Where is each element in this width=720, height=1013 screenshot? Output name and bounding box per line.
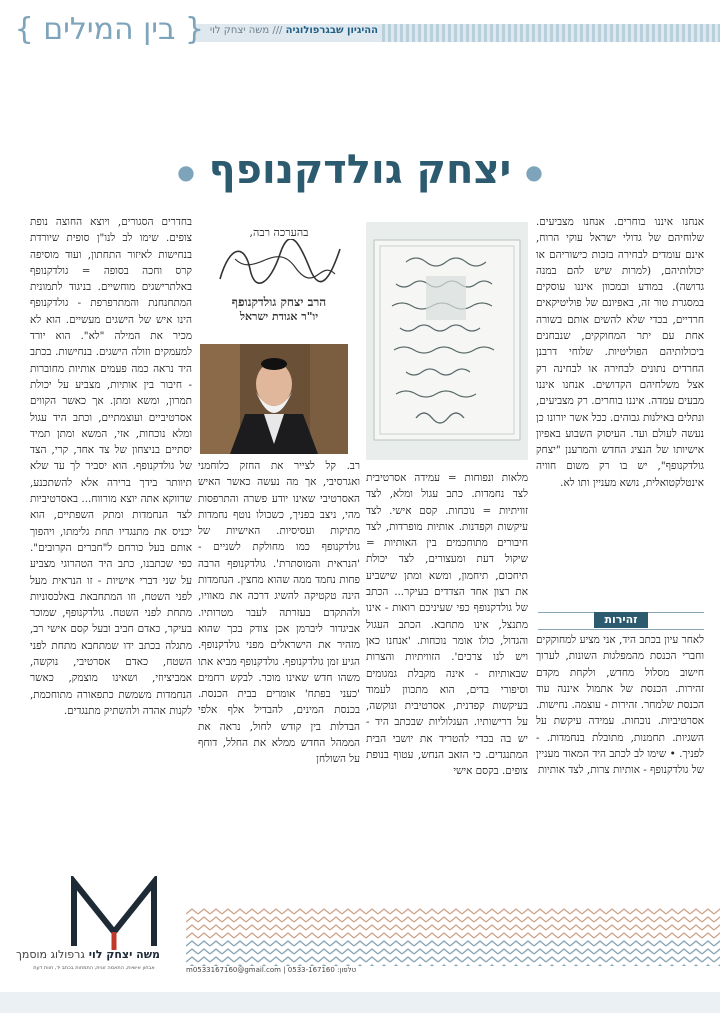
column-text: לאחר עיון בכתב היד, אני מציע למחוקקים וחברי הכנסת מהמפלגות השונות, לערוך חישוב מסלול מחדש, ולקחת מקדם זהירות. הכנסת של אתמול איננה עוד הכנסת שלמחר. זהירות - עוצמה. נחישות. אסרטיביות. נוכחות. עמידה עיקשת על השגיות. תחמנות, מתובלת בנחמדות. - לפניך. • שימו לב לכתב היד המאוד מעניין של גולדקנופף - אותיות צרות, לצד אותיות	[536, 634, 704, 777]
column-text: בחדרים הסגורים, ויוצא החוצה נופת צופים. שימו לב לנו"ן סופית שיורדת בנחישות לאיזור התחתון, ועוד מוסיפה קרס וחכה בסופה = גולדקנופף באלתרישגים מוחשיים. בניגוד לתמונית המתחנחנת והמתרפרפת - גולדקנופף הינו איש של הישגים מעשיים. הוא לא מכיר את המילה "לא". הוא יורד למעמקים וזולה הישגים. בנחישות. בכתב היד נראה כמה פעמים אותיות מחוברות - חיבור בין אותיות, מצביע על יכולת תמרון, ומשא ומתן. אך כאשר הקווים אסרטיביים ועוצמתיים, וכתב היד עגול ומלא נוכחות, אזי, המשא ומתן תמיד יסתיים בניצחון של צד אחד, קרי, הצד של גולדקנופף. הוא יסביר לך עד שלא תיוותר בידך ברירה אלא להשתכנע, שדווקא אתה יוצא מורווח... באסרטיביות לצד הנחמדות ומתק השפתיים, הוא יכניס את מתנגדיו תחת גלימתו, ויהפוך אותם בעל כורחם ל"חברים הקרובים". כפי שכתבנו, כתב היד הטהרוגי מצביע על שני דברי אישיות - זו הנראית מעל לפני השטח, וזו המתחבאת באלכסוניות מתחת לפני השטח. גולדקנופף, שמוכר בעיקר, כאדם חביב ובעל קסם אישי רב, מתגלה בכתב ידו שמתחבא מתחת לפני השטח, כאדם אסרטיבי, נוקשה, אמביציוזי, ושאינו מוצמק, כאשר הנחמדות משמשת כתפאורה מתוחכמת, לקנות אהדה ולהשתיק מתנגדים.	[30, 216, 192, 717]
article-title: יצחק גולדקנופף	[208, 147, 512, 193]
logo-letter: M	[113, 915, 115, 917]
title-dot-icon: ●	[177, 160, 195, 184]
signature-greeting: בהערכה רבה,	[249, 226, 309, 239]
article-column-3	[198, 458, 360, 850]
signature-block	[200, 222, 358, 340]
column-text: רב. קל לצייר את החזק כלוחמני ואגרסיבי, אך מה נעשה כאשר האיש האסרטיבי שאינו יודע פשרה והתרפסות מהי, ניצב בפניך, כשכולו נוטף נחמדות מתיקות ועסיסיות. האישיות של גולדקנופף כמו מחולקת לשניים - 'הנראית והמוסתרת'. גולדקנופף הרבה פחות נחמד ממה שהוא מחצין. הנחמדות הינה טקטיקה להשיג דרכה את מאוויו, ולהתקדם בעזרתה לעבר מטרותיו. אביגדור ליברמן אכן צודק בכך שהוא מזהיר את הישראלים מפני גולדקנופף. הגיע זמן גולדקנופף. גולדקנופף מביא אתו משהו חדש שאינו מוכר. לבקש רחמים 'כעני בפתח' אומרים בבית הכנסת. בכנסת המינים, להבדיל אלף אלפי הבדלות בין קודש לחול, נראה את הממהל החדש ממלא את החלל, דוחף על השולחן	[198, 460, 360, 766]
portrait-photo	[200, 344, 348, 454]
column-text: אנחנו איננו בוחרים. אנחנו מצביעים. שלוחיהם של גדולי ישראל עוקי הרוח, אינם עומדים לבחירה בזכות כישוריהם או יכולותיהם, (למרות שיש להם במנה גדושה). במודע ובמכוון איננו עוסקים במסגרת טור זה, באפיונם של פוליטיקאים חרדיים, בכדי שלא להשים אותם בשורה אחת עם יתר המחוקקים, שנבחנים ביכולותיהם הפוליטיות. שלוחי דרבנן החרדים נתונים לבחירה או לבחינה רק אצל משלחיהם הקדושים. אנחנו איננו מבעים עמדה. איננו בוחרים. רק מצביעים, ונתלים באילנות גבוהים. ככל אשר יורונו כן נעשה לעולם ועד. העיסוק השבוע באפיון אישיותו של הנציג החדש והמרענן "יצחק גולדקנופף", יש בו רק משום חוויה אינטלקטואלית, נושא מעניין ותו לא.	[536, 216, 704, 489]
logo-author-name	[16, 948, 160, 964]
article-column-4	[30, 214, 192, 850]
signature-scribble	[200, 239, 358, 291]
article-column-1-continued	[536, 632, 704, 850]
article-column-1	[536, 214, 704, 598]
logo-role-text: גרפולוג מוסמך	[16, 948, 85, 961]
header-stripe	[382, 24, 720, 42]
portrait-drawing	[200, 344, 348, 454]
logo-mark	[64, 876, 164, 950]
title-dot-icon: ●	[525, 160, 543, 184]
logo-name-text: משה יצחק לוי	[88, 948, 160, 961]
zigzag-drawing	[186, 908, 720, 966]
column-text: מלאות ונפוחות = עמידה אסרטיבית לצד נחמדות. כתב עגול ומלא, לצד זוויתיות = נוכחות. קסם אישי. לצד עיקשות וקפדנות. אותיות מופרדות, לצד חיבורים מתוחכמים בין האותיות = שיקול דעת ומעצורים, לצד יכולת תיחכום, תיחמון, ומשא ומתן שישביע את רצון אחד הצדדים בעיקר... הכתב של גולדקנופף כפי שעיניכם רואות - אינו מתנצל, אינו מתחבא. הכתב העגול והגדול, כולו אומר נוכחות. 'אנחנו כאן ויש לנו צרכים'. הזוויתיות והצרות שבאותיות - אינה מקבלת גמגומים וסיפורי בדים, הוא מתכוון לעמוד בעיקשות קפדנית, אסרטיבית ונוקשה, על דרישותיו. העגלוליות שבכתב היד - יש בה בכדי להטריד את יושבי הבית המתנגדים. כי הזאב הנחש, עטוף בנופת צופים. בקסם אישי	[366, 472, 528, 778]
logo-subtitle: אבחון אישיות, התאמה זוגית, התמחות בכתב יד, חוות דעת	[33, 965, 155, 971]
footer-strip	[0, 992, 720, 1013]
signature-name: הרב יצחק גולדקנופף	[231, 295, 327, 309]
header-separator: ///	[269, 25, 286, 36]
column-brand: { בין המילים }	[14, 12, 204, 47]
header-credit	[198, 25, 378, 41]
handwriting-sample-drawing	[366, 222, 528, 460]
header-publication: ההיגיון שבגרפולוגיה	[285, 25, 378, 36]
article-title-block	[150, 142, 570, 198]
contact-info: m0533167160@gmail.com | טלפון: 0533-167160	[186, 966, 357, 974]
header-author: משה יצחק לוי	[209, 25, 270, 36]
section-heading: זהירות	[594, 612, 648, 628]
footer-zigzag-pattern	[186, 908, 720, 966]
article-column-2	[366, 470, 528, 850]
handwriting-sample-image	[366, 222, 528, 460]
signature-role: יו"ר אגודת ישראל	[239, 310, 319, 323]
